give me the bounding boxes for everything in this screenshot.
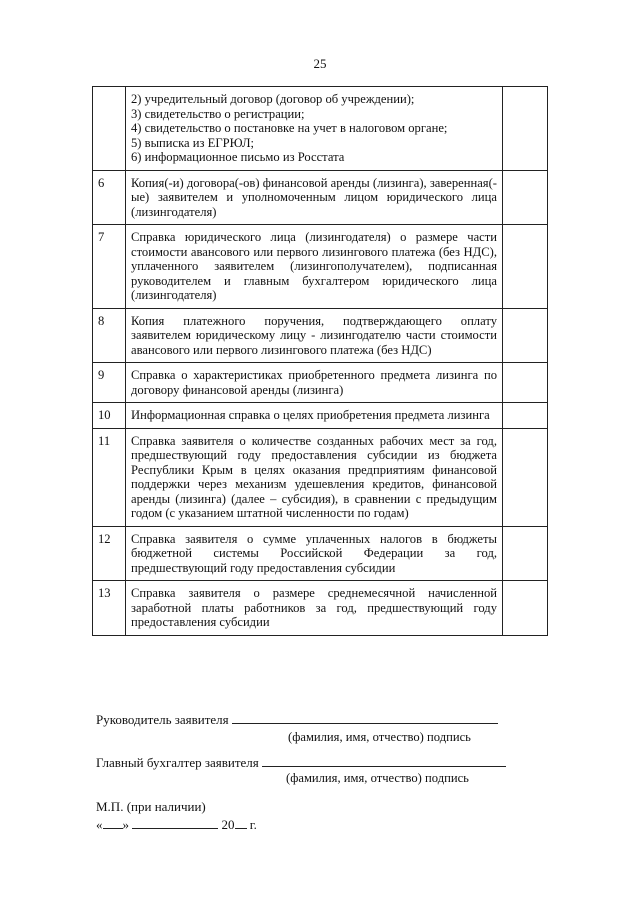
stamp-label: М.П. (при наличии): [96, 799, 206, 814]
date-month-field: [132, 828, 218, 829]
head-label: Руководитель заявителя: [96, 712, 229, 727]
date-suffix: г.: [249, 817, 257, 832]
mark-cell: [503, 363, 548, 403]
row-number: 10: [93, 403, 126, 429]
date-year-field: [235, 828, 247, 829]
accountant-hint: (фамилия, имя, отчество) подпись: [286, 771, 469, 785]
list-item: 6) информационное письмо из Росстата: [131, 150, 345, 164]
mark-cell: [503, 581, 548, 636]
page-number: 25: [313, 56, 327, 71]
row-number-cell: [93, 87, 126, 171]
list-item: 4) свидетельство о постановке на учет в налоговом органе;: [131, 121, 448, 135]
row-number: 13: [93, 581, 126, 636]
mark-cell: [503, 308, 548, 363]
mark-cell: [503, 526, 548, 581]
mark-cell: [503, 87, 548, 171]
table-row: [93, 225, 548, 309]
accountant-label: Главный бухгалтер заявителя: [96, 755, 259, 770]
table-row: [93, 403, 548, 429]
head-signature-field: [232, 723, 498, 724]
table-row: [93, 308, 548, 363]
table-row: [93, 87, 548, 171]
accountant-signature-field: [262, 766, 506, 767]
mark-cell: [503, 403, 548, 429]
table-row: [93, 581, 548, 636]
row-text: Справка о характеристиках приобретенного предмета лизинга по договору финансовой аренды (лизинга): [126, 363, 503, 403]
head-signature-line: [96, 712, 498, 728]
mark-cell: [503, 428, 548, 526]
date-line: [96, 817, 257, 833]
row-text: Копия платежного поручения, подтверждающего оплату заявителем юридическому лицу - лизингодателю части стоимости авансового или первого лизингового платежа (без НДС): [126, 308, 503, 363]
row-number: 8: [93, 308, 126, 363]
row-number: 9: [93, 363, 126, 403]
row-text: Копия(-и) договора(-ов) финансовой аренды (лизинга), заверенная(-ые) заявителем и уполномоченным лицом юридического лица (лизингодателя): [126, 170, 503, 225]
documents-table: [92, 86, 548, 636]
date-year-prefix: 20: [221, 817, 235, 832]
accountant-signature-line: [96, 755, 506, 771]
row-number: 11: [93, 428, 126, 526]
row-number: 7: [93, 225, 126, 309]
row-text: Справка заявителя о размере среднемесячной начисленной заработной платы работников за год, предшествующий году предоставления субсидии: [126, 581, 503, 636]
list-item: 5) выписка из ЕГРЮЛ;: [131, 135, 254, 150]
date-day-field: [103, 828, 123, 829]
table-row: [93, 526, 548, 581]
row-text: Информационная справка о целях приобретения предмета лизинга: [126, 403, 503, 429]
row-text: Справка юридического лица (лизингодателя) о размере части стоимости авансового или первого лизингового платежа (без НДС), уплаченного заявителем (лизингополучателем), подписанная руководителем и главным бухгалтером юридического лица (лизингодателя): [126, 225, 503, 309]
date-open-quote: «: [96, 817, 103, 832]
row-number: 12: [93, 526, 126, 581]
date-close-quote: »: [122, 817, 129, 832]
row-text: Справка заявителя о количестве созданных рабочих мест за год, предшествующий году предоставления субсидии из бюджета Республики Крым в целях оказания предприятиям финансовой поддержки через механизм удешевления кредитов, финансовой аренды (лизинга) (далее – субсидия), в сравнении с предыдущим годом (с указанием штатной численности по годам): [126, 428, 503, 526]
row-text: Справка заявителя о сумме уплаченных налогов в бюджеты бюджетной системы Российской Федерации за год, предшествующий году предоставления субсидии: [126, 526, 503, 581]
continuation-cell: [126, 87, 503, 171]
table-row: [93, 428, 548, 526]
head-hint: (фамилия, имя, отчество) подпись: [288, 730, 471, 744]
table-row: [93, 170, 548, 225]
list-item: 2) учредительный договор (договор об учреждении);: [131, 92, 415, 106]
table-row: [93, 363, 548, 403]
mark-cell: [503, 170, 548, 225]
row-number: 6: [93, 170, 126, 225]
mark-cell: [503, 225, 548, 309]
list-item: 3) свидетельство о регистрации;: [131, 106, 305, 121]
